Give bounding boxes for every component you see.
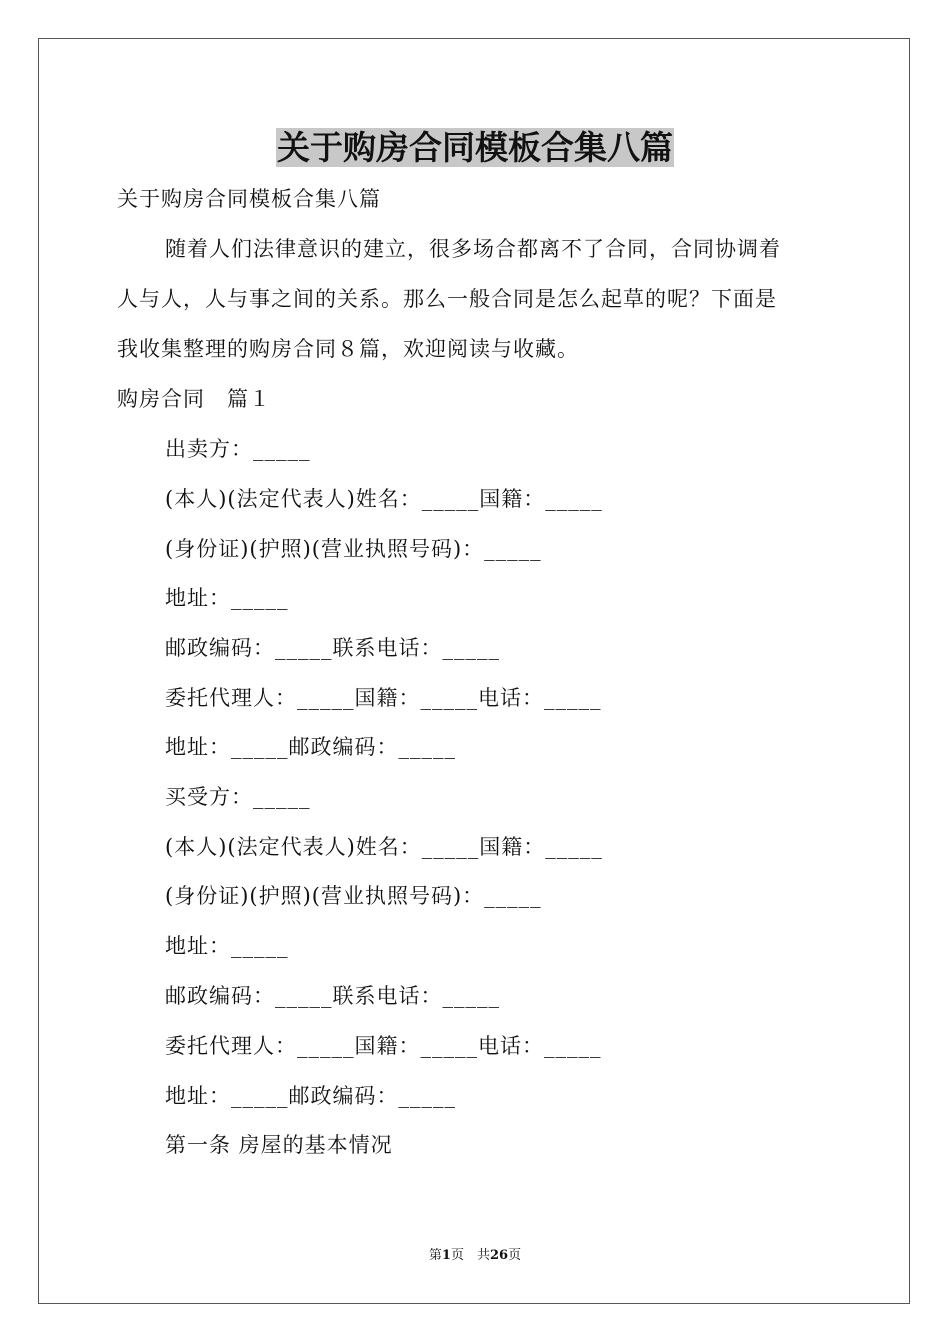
contract-line: 邮政编码：_____联系电话：_____ (165, 636, 500, 660)
section-heading: 购房合同 篇１ (117, 387, 271, 411)
footer-page-number: 1 (441, 1248, 451, 1263)
contract-line: 买受方：_____ (165, 785, 311, 809)
contract-line: 邮政编码：_____联系电话：_____ (165, 984, 500, 1008)
footer-middle: 页 共 (450, 1248, 490, 1263)
contract-line: 地址：_____邮政编码：_____ (165, 1084, 456, 1108)
document-title-wrap (0, 126, 950, 170)
contract-line: 地址：_____ (165, 586, 289, 610)
contract-line: 地址：_____邮政编码：_____ (165, 735, 456, 759)
intro-line: 我收集整理的购房合同８篇，欢迎阅读与收藏。 (117, 337, 579, 361)
contract-line: 出卖方：_____ (165, 437, 311, 461)
intro-line: 随着人们法律意识的建立，很多场合都离不了合同，合同协调着 (165, 237, 781, 261)
footer-prefix: 第 (428, 1248, 442, 1263)
contract-line: (本人)(法定代表人)姓名：_____国籍：_____ (165, 835, 603, 859)
footer-total-pages: 26 (489, 1248, 509, 1263)
contract-line: 地址：_____ (165, 934, 289, 958)
intro-line: 人与人，人与事之间的关系。那么一般合同是怎么起草的呢？下面是 (117, 287, 777, 311)
page-border (38, 38, 910, 1304)
contract-line: (身份证)(护照)(营业执照号码)：_____ (165, 537, 542, 561)
contract-line: 委托代理人：_____国籍：_____电话：_____ (165, 686, 602, 710)
document-title: 关于购房合同模板合集八篇 (277, 128, 673, 167)
page-footer (0, 1247, 950, 1265)
footer-suffix: 页 (508, 1248, 522, 1263)
contract-line: (本人)(法定代表人)姓名：_____国籍：_____ (165, 487, 603, 511)
subtitle: 关于购房合同模板合集八篇 (117, 187, 381, 211)
contract-line: 委托代理人：_____国籍：_____电话：_____ (165, 1034, 602, 1058)
contract-line: 第一条 房屋的基本情况 (165, 1133, 393, 1157)
contract-line: (身份证)(护照)(营业执照号码)：_____ (165, 884, 542, 908)
